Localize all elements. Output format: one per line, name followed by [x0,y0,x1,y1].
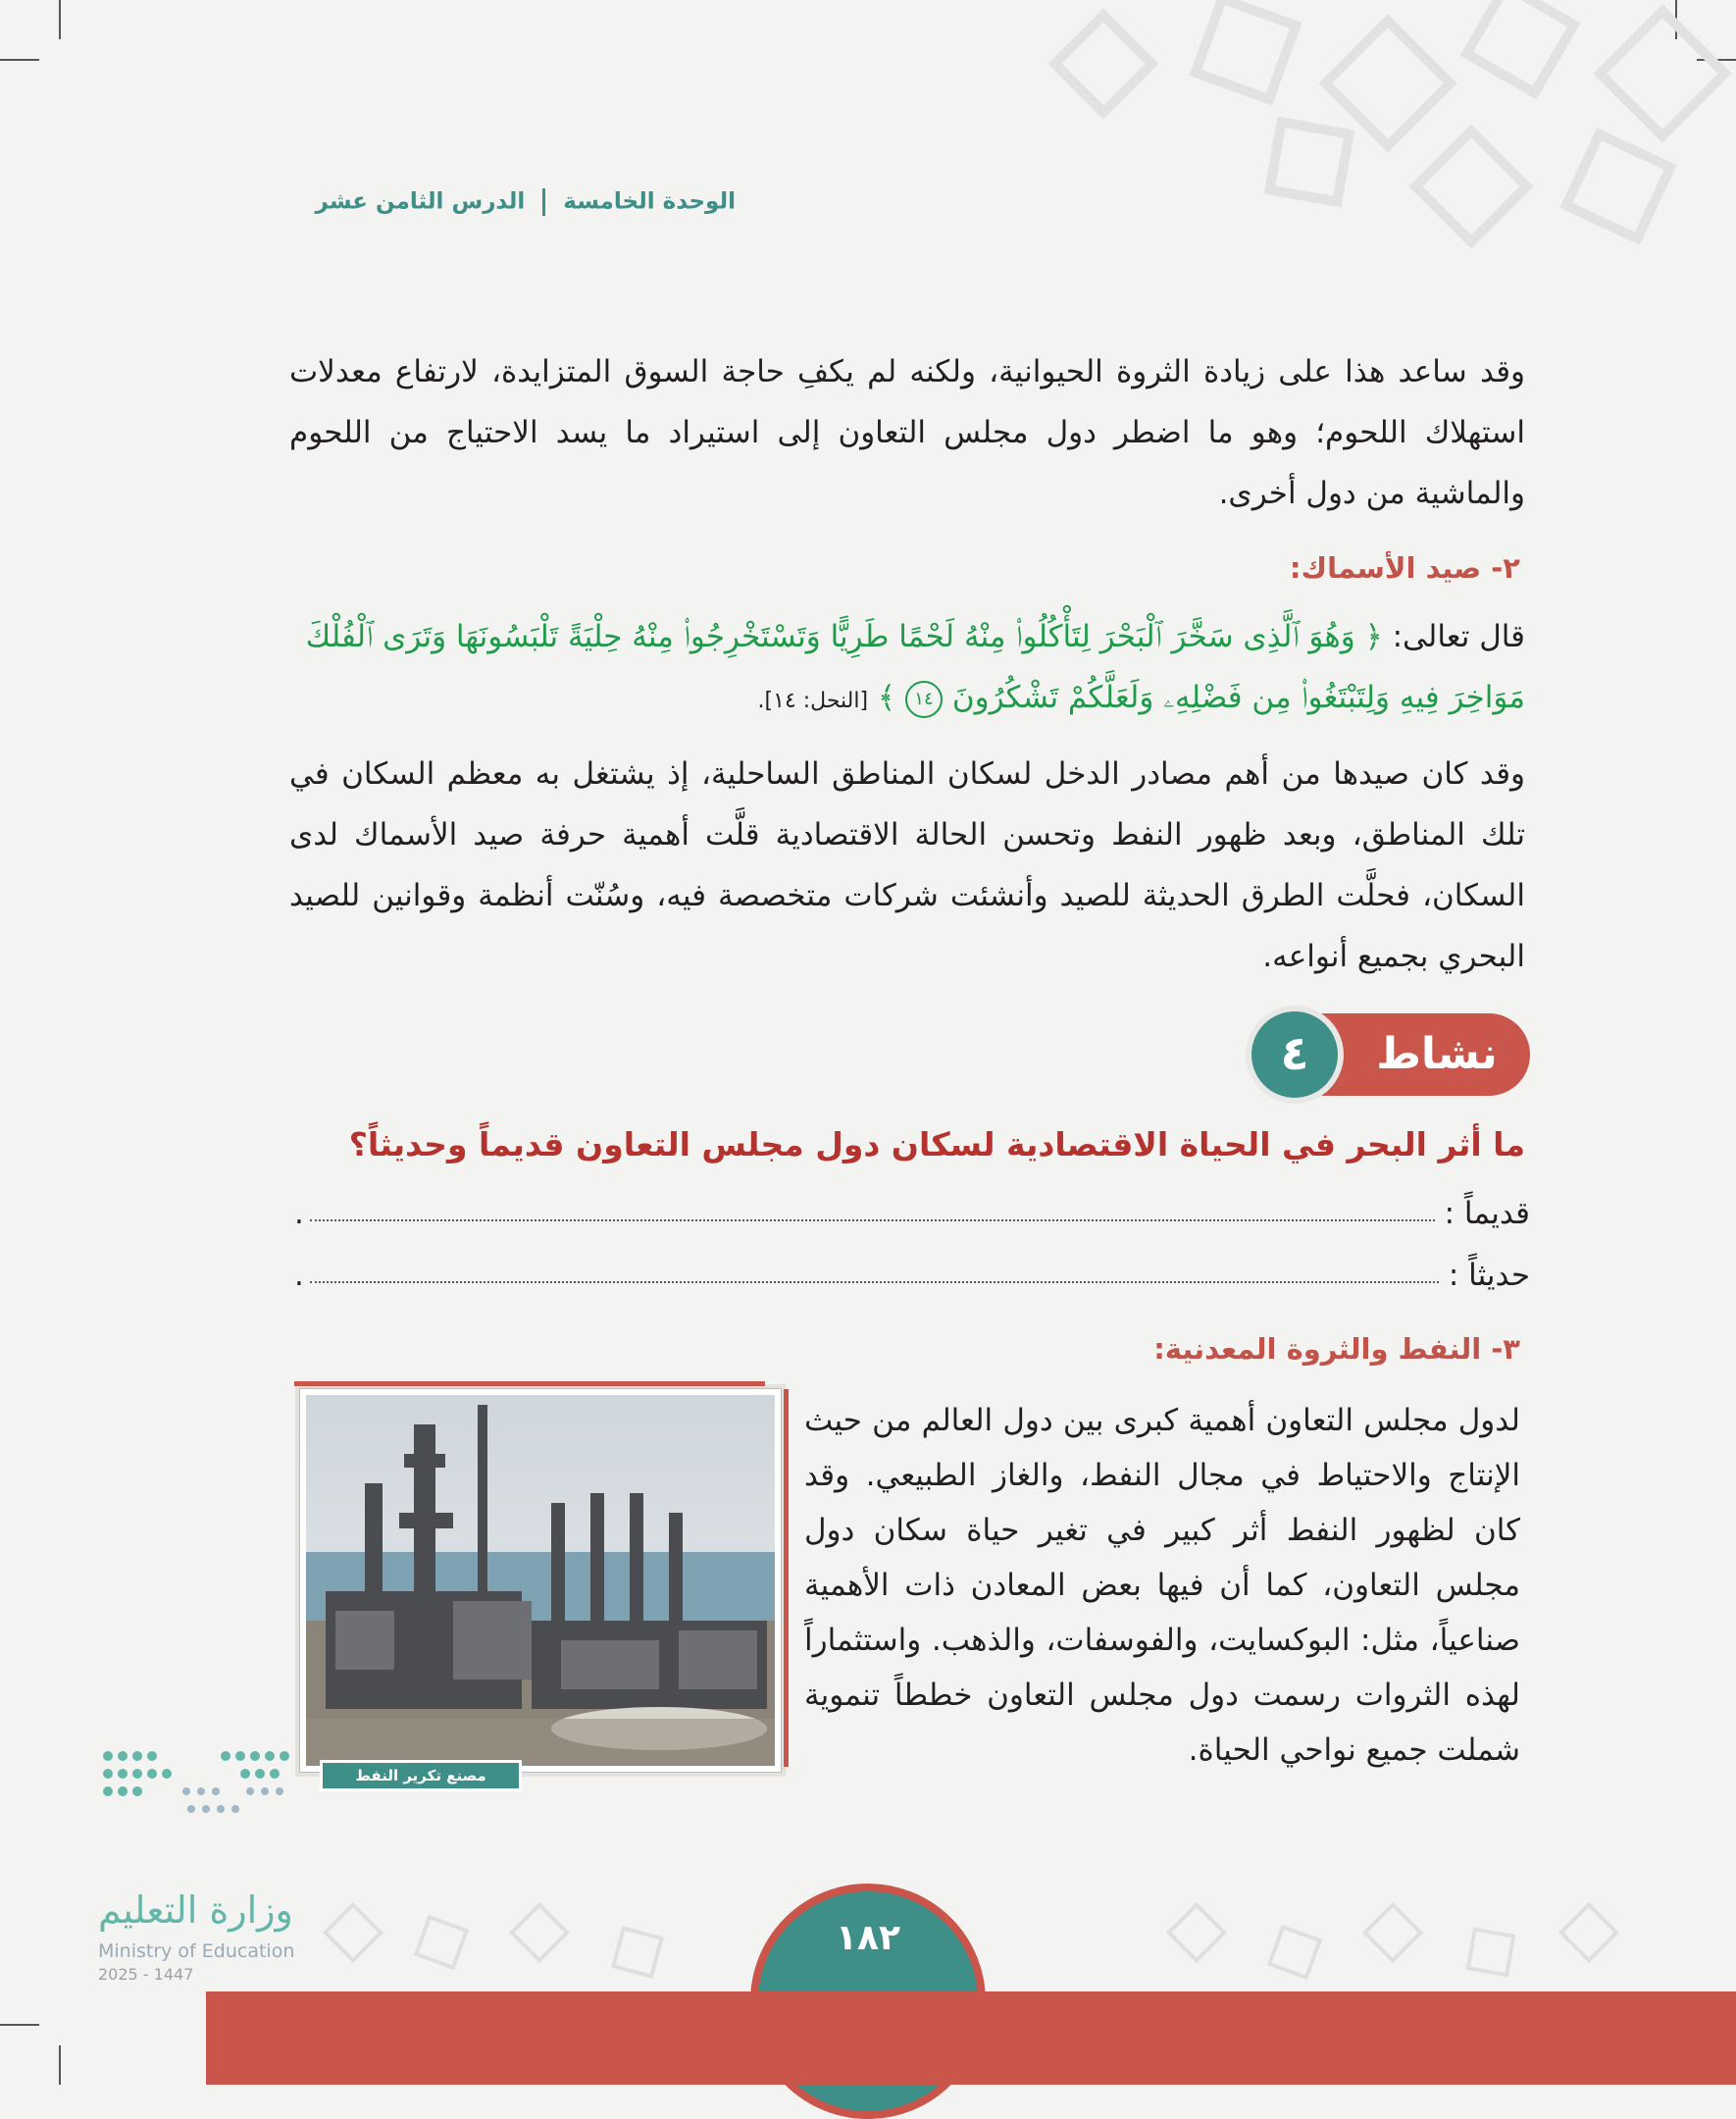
quran-close-bracket: ﴾ [877,680,896,715]
unit-title: الوحدة الخامسة [563,188,736,215]
crop-mark [59,0,61,39]
quran-open-bracket: ﴿ [1364,619,1383,654]
answer-new-label: حديثاً : [1448,1258,1530,1293]
photo-caption: مصنع تكرير النفط [320,1760,522,1791]
section-3-title: ٣- النفط والثروة المعدنية: [1153,1332,1520,1366]
quran-intro: قال تعالى: [1382,619,1525,654]
ministry-year: 2025 - 1447 [98,1965,194,1984]
refinery-photo [299,1388,782,1784]
footer-pattern [294,1874,1716,1991]
answer-old-line[interactable] [294,1182,1530,1231]
activity-question: ما أثر البحر في الحياة الاقتصادية لسكان دول مجلس التعاون قديماً وحديثاً؟ [348,1125,1525,1163]
ayah-number: ١٤ [905,681,943,718]
line-end-dot: . [294,1196,304,1231]
quran-verse-block [289,606,1525,732]
crop-mark [59,2045,61,2085]
header-separator [542,188,545,216]
fishing-paragraph: وقد كان صيدها من أهم مصادر الدخل لسكان المناطق الساحلية، إذ يشتغل به معظم السكان في تلك المناطق، وبعد ظهور النفط وتحسن الحالة الاقتصادية قلَّت أهمية حرفة صيد الأسماك لدى السكان، فحلَّت الطرق الحديثة للصيد وأنشئت شركات متخصصة فيه، وسُنّت أنظمة وقوانين للصيد البحري بجميع أنواعه. [289,756,1525,974]
answer-new-line[interactable] [294,1244,1530,1293]
activity-number: ٤ [1246,1006,1344,1104]
oil-paragraph: لدول مجلس التعاون أهمية كبرى بين دول العالم من حيث الإنتاج والاحتياط في مجال النفط، والغاز الطبيعي. وقد كان لظهور النفط أثر كبير في تغير حياة سكان دول مجلس التعاون، كما أن فيها بعض المعادن ذات الأهمية صناعياً، مثل: البوكسايت، والفوسفات، والذهب. واستثماراً لهذه الثروات رسمت دول مجلس التعاون خططاً تنموية شملت جميع نواحي الحياة. [804,1403,1520,1768]
activity-banner [1246,1006,1530,1104]
lesson-title: الدرس الثامن عشر [315,188,526,215]
section-2-title: ٢- صيد الأسماك: [1289,551,1520,585]
ministry-logo-icon [98,1746,314,1844]
crop-mark [0,59,39,61]
photo-accent-right [784,1389,789,1767]
footer-band [206,1991,1736,2085]
line-end-dot: . [294,1258,304,1293]
intro-paragraph: وقد ساعد هذا على زيادة الثروة الحيوانية، ولكنه لم يكفِ حاجة السوق المتزايدة، لارتفاع معدلات استهلاك اللحوم؛ وهو ما اضطر دول مجلس التعاون إلى استيراد ما يسد الاحتياج من اللحوم والماشية من دول أخرى. [289,354,1525,511]
ministry-name-ar: وزارة التعليم [98,1888,293,1932]
refinery-illustration [306,1395,775,1766]
answer-new-field[interactable] [310,1281,1439,1283]
background-pattern [991,0,1736,255]
quran-reference: [النحل: ١٤]. [757,689,869,713]
ministry-name-en: Ministry of Education [98,1940,295,1962]
answer-old-label: قديماً : [1444,1196,1530,1231]
crop-mark [0,2024,39,2026]
page-number: ١٨٢ [836,1918,900,1958]
page-header [275,188,736,230]
answer-old-field[interactable] [310,1219,1435,1221]
activity-label: نشاط [1304,1013,1530,1096]
photo-accent-top [294,1381,765,1386]
quran-verse: وَهُوَ ٱلَّذِى سَخَّرَ ٱلْبَحْرَ لِتَأْكُلُوا۟ مِنْهُ لَحْمًا طَرِيًّا وَتَسْتَخْرِجُوا۟ مِنْهُ حِلْيَةً تَلْبَسُونَهَا وَتَرَى ٱلْفُلْكَ مَوَاخِرَ فِيهِ وَلِتَبْتَغُوا۟ مِن فَضْلِهِۦ وَلَعَلَّكُمْ تَشْكُرُونَ [305,619,1525,715]
